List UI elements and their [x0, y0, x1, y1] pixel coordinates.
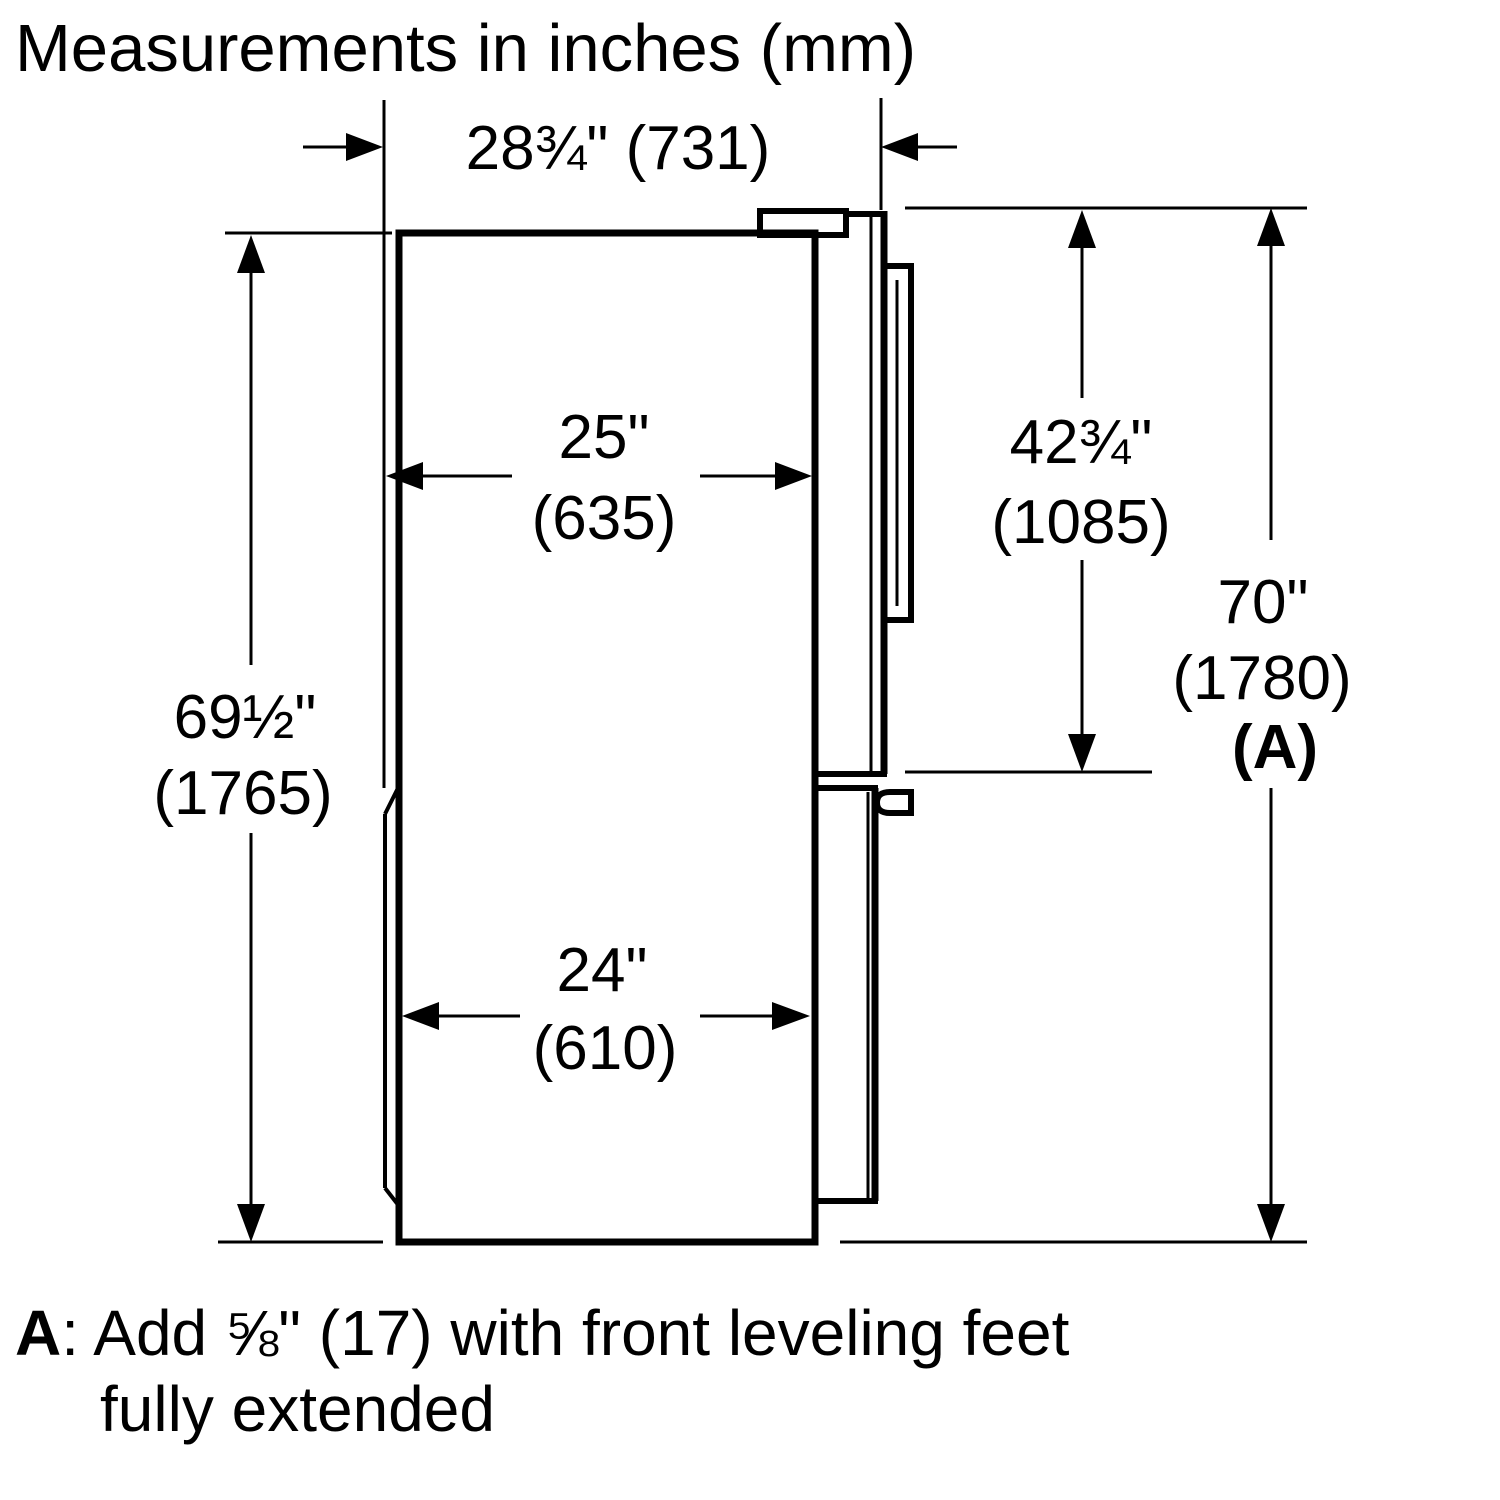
- arrowhead-right-pointing: [775, 462, 812, 490]
- dim-depth-body: [386, 403, 812, 553]
- dim-height-doors-label-mm: (1085): [991, 488, 1171, 557]
- dim-height-cabinet-label-inches: 69½": [173, 683, 317, 752]
- footnote-key-a: A: [15, 1297, 62, 1369]
- page-title: Measurements in inches (mm): [15, 11, 917, 86]
- dim-depth-body-label-inches: 25": [558, 403, 650, 472]
- dim-height-total: [1172, 208, 1351, 1242]
- fridge-outline: [218, 100, 1307, 1242]
- dim-height-total-label-note-a: (A): [1231, 713, 1319, 782]
- dim-height-total-label-inches: 70": [1217, 568, 1309, 637]
- dim-depth-lower-label-mm: (610): [532, 1014, 678, 1083]
- arrowhead-down-pointing: [1068, 734, 1096, 772]
- footnote-line2: fully extended: [100, 1372, 495, 1445]
- arrowhead-up-pointing: [237, 235, 265, 273]
- arrowhead-down-pointing: [1257, 1204, 1285, 1242]
- arrowhead-left-pointing: [881, 133, 918, 161]
- arrowhead-left-pointing: [402, 1002, 439, 1030]
- dim-depth-body-label-mm: (635): [531, 484, 677, 553]
- drawer-handle: [877, 792, 911, 813]
- fridge-body: [399, 233, 815, 1242]
- dim-depth-lower-label-inches: 24": [556, 936, 648, 1005]
- dim-depth-lower: [402, 936, 810, 1083]
- arrowhead-right-pointing: [346, 133, 383, 161]
- arrowhead-left-pointing: [386, 462, 423, 490]
- arrowhead-up-pointing: [1068, 210, 1096, 248]
- dim-height-total-label-mm: (1780): [1172, 644, 1352, 713]
- dim-top-width: [303, 98, 957, 210]
- dim-top-width-label: 28¾" (731): [465, 114, 771, 183]
- footnote: [15, 1296, 1069, 1447]
- arrowhead-down-pointing: [237, 1204, 265, 1242]
- dim-height-cabinet-label-mm: (1765): [153, 759, 333, 828]
- footnote-text: : Add ⅝" (17) with front leveling feet: [61, 1297, 1070, 1369]
- dim-height-doors-label-inches: 42¾": [1009, 408, 1153, 477]
- footnote-line1: [15, 1296, 1069, 1372]
- arrowhead-right-pointing: [772, 1002, 810, 1030]
- dim-height-cabinet: [153, 233, 392, 1242]
- arrowhead-up-pointing: [1257, 208, 1285, 246]
